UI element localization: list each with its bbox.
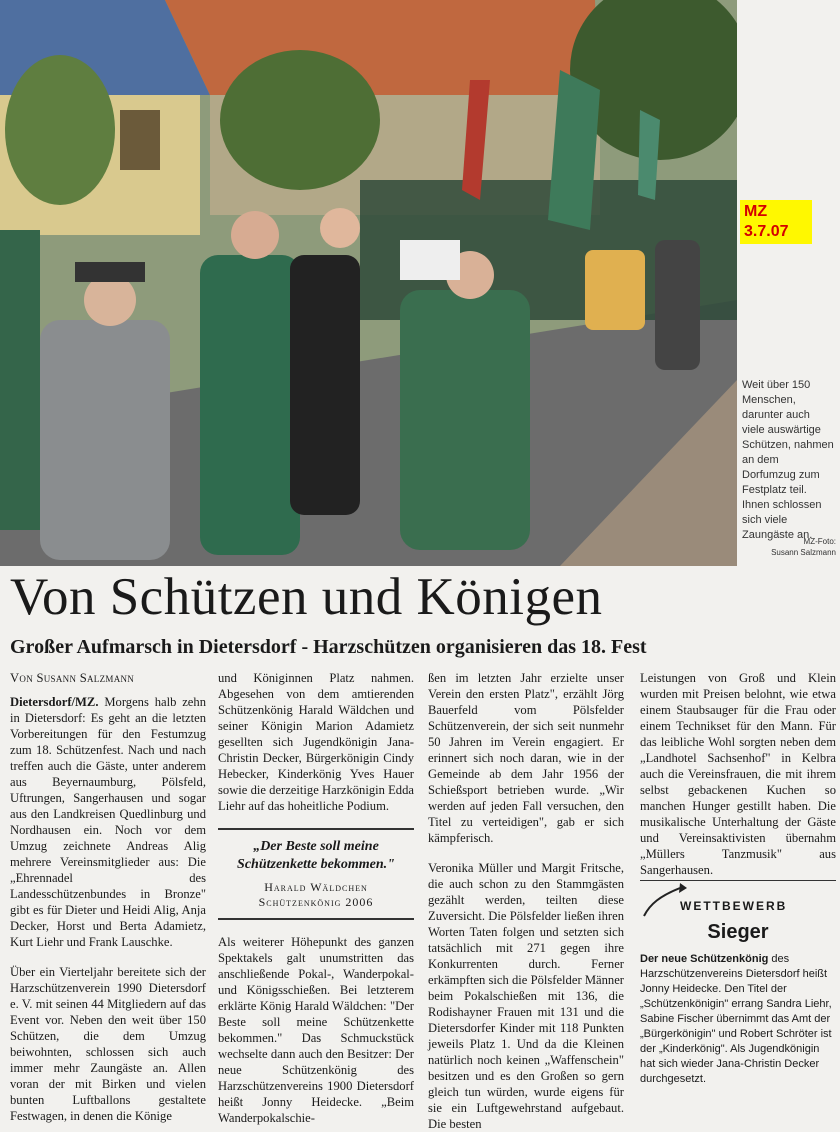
paragraph-text: Morgens halb zehn in Dietersdorf: Es geht an die letzten Vorbereitungen für den Festumzug zum 18. Schützenfest. Nach und nach treffen auch die Gäste, unter anderem aus Beyernaumburg, Pölsfeld, Uftrungen, Sangerhausen und sogar aus den Landkreisen Quedlinburg und Nordhausen ein. Noch vor dem Umzug zeichnete Andreas Alig mehrere Vereinsmitglieder aus: Die „Ehrennadel des Landesschützenbundes in Bronze" gibt es für Dieter und Heidi Alig, Anja Decker, Horst und Berta Adamietz, Kurt Liehr und Frank Lauschke. (10, 695, 206, 949)
box-label: WETTBEWERB (680, 899, 788, 913)
stamp-source: MZ (744, 203, 768, 220)
paragraph: Als weiterer Höhepunkt des ganzen Spektakels galt unumstritten das anschließende Pokal-, Wanderpokal- und Königsschießen. Bei letzterem erklärte König Harald Wäldchen: "Der Beste soll meine Schützenkette bekommen." Das Schmuckstück wechselte dann auch den Besitzer: Der neue Schützenkönig des Harzschützenvereins 1900 Dietersdorf heißt Jonny Heidecke. „Beim Wanderpokalschie- (218, 935, 414, 1125)
box-divider (640, 880, 836, 881)
byline: Von Susann Salzmann (10, 671, 135, 685)
quote-text: „Der Beste soll meine Schützenkette bekommen." (237, 839, 395, 872)
article-column-2 (218, 670, 414, 1126)
article-column-1 (10, 670, 206, 1124)
quote-author: Harald Wäldchen (264, 880, 368, 894)
photo-caption: Weit über 150 Menschen, darunter auch viele auswärtige Schützen, nahmen an dem Dorfumzug zum Festplatz teil. Ihnen schlossen sich viele Zaungäste an. (742, 379, 834, 541)
headline: Von Schützen und Königen (10, 568, 603, 626)
date-stamp (740, 200, 812, 244)
paragraph: ßen im letzten Jahr erzielte unser Verein den ersten Platz", erzählt Jörg Bauerfeld vom Pölsfelder Schützenverein, der sich seit nunmehr 50 Jahren im Verein engagiert. Er erinnert sich noch daran, wie in der Gemeinde ab dem Jahr 1956 der Schießsport betrieben wurde. „Wir werden auf jeden Fall versuchen, den Titel zu verteidigen", gab er sich kämpferisch. (428, 671, 624, 845)
photo-credit (742, 536, 836, 558)
parade-photo (0, 0, 737, 566)
quote-role: Schützenkönig 2006 (258, 895, 374, 909)
paragraph: Leistungen von Groß und Klein wurden mit Preisen belohnt, wie etwa einem Staubsauger für die Frau oder einem Technikset für den Mann. Für das leibliche Wohl sorgten neben dem „Landhotel Sachsenhof" in Kelbra auch die Vereinsfrauen, die mit ihrem selbst gebackenen Kuchen so manchen Hunger gestillt haben. Die musikalische Unterhaltung der Gäste und Vereinsaktivisten übernahm „Müllers Tanzmusik" aus Sangerhausen. (640, 671, 836, 877)
dateline: Dietersdorf/MZ. (10, 695, 99, 709)
box-lead: Der neue Schützenkönig (640, 953, 769, 965)
stamp-date: 3.7.07 (744, 223, 789, 240)
paragraph: Veronika Müller und Margit Fritsche, die auch schon zu den Stammgästen gezählt werden, teilten diese Zuversicht. Die Pölsfelder ließen ihren Worten Taten folgen und setzten sich tatsächlich mit 271 gegen ihre Konkurrenten durch. Ferner erkämpften sich die Pölsfelder Männer beim Pokalschießen mit 136, die Rodishayner Frauen mit 131 und die Dietersdorfer Kinder mit 118 Punkten jeweils Platz 1. Und da die Kleinen natürlich noch keinen „Waffenschein" besitzen und es den Großen so gern gleich tun würden, wurde eigens für sie ein Luftgewehrstand aufgebaut. Die besten (428, 861, 624, 1131)
subheadline: Großer Aufmarsch in Dietersdorf - Harzschützen organisieren das 18. Fest (10, 636, 647, 658)
box-title: Sieger (707, 921, 769, 943)
credit-name: Susann Salzmann (771, 548, 836, 557)
article-column-4 (640, 670, 836, 878)
paragraph: Über ein Vierteljahr bereitete sich der Harzschützenverein 1990 Dietersdorf e. V. mit seinen 44 Mitgliedern auf das Event vor. Neben den weit über 150 Schützen, die dem Umzug beiwohnten, schlossen sich auch immer mehr Zaungäste an. Allen voran der mit Birken und vielen bunten Luftballons gestaltete Festwagen, in denen die Könige (10, 965, 206, 1123)
pull-quote (218, 828, 414, 920)
credit-label: MZ-Foto: (803, 537, 836, 546)
box-body: des Harzschützenvereins Dietersdorf heißt Jonny Heidecke. Den Titel der „Schützenkönigin" errang Sandra Liehr, Sabine Fischer übernimmt das Amt der „Bürgerkönigin" und Robert Schröter ist der „Kinderkönig". Als Jugendkönigin hat sich wieder Jana-Christin Decker durchgesetzt. (640, 953, 832, 1085)
paragraph: und Königinnen Platz nahmen. Abgesehen von dem amtierenden Schützenkönig Harald Wäldchen und seiner Königin Marion Adamietz gesellten sich Jugendkönigin Jana-Christin Decker, Bürgerkönigin Cindy Hebecker, Kinderkönig Yves Hauer sowie die derzeitige Harzkönigin Edda Liehr auf das hoheitliche Podium. (218, 671, 414, 813)
paragraph (10, 694, 206, 950)
winners-box (640, 880, 836, 1087)
box-text (640, 952, 836, 1087)
article-column-3 (428, 670, 624, 1132)
